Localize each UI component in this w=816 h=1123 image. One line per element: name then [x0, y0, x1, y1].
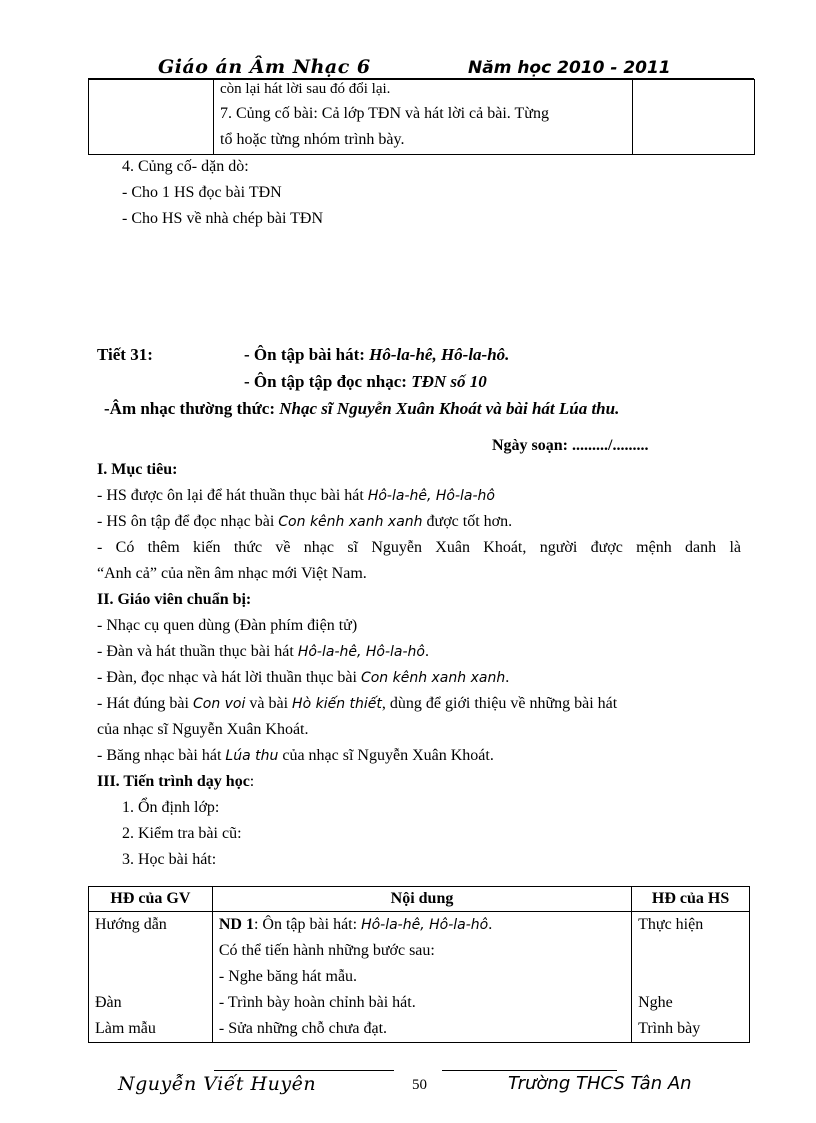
lesson-line-2-prefix: - Ôn tập tập đọc nhạc: — [244, 372, 412, 391]
lesson-line-2-title: TĐN số 10 — [411, 372, 487, 391]
continued-line-2: 7. Củng cố bài: Cả lớp TĐN và hát lời cả bài. Từng — [220, 105, 549, 122]
content-cell: Có thể tiến hành những bước sau: — [212, 938, 631, 964]
text-run: , dùng để giới thiệu về những bài hát — [381, 695, 618, 712]
song-title: Hô-la-hê, Hô-la-hô — [297, 644, 425, 660]
text-run: được tốt hơn. — [422, 513, 513, 530]
table-row — [89, 938, 750, 964]
text-run: : — [249, 773, 255, 790]
consolidation-item: - Cho 1 HS đọc bài TĐN — [122, 184, 282, 201]
content-cell: - Nghe băng hát mẫu. — [212, 964, 631, 990]
section-2-line — [97, 747, 494, 765]
text-run: - Hát đúng bài — [97, 695, 193, 712]
consolidation-item: - Cho HS về nhà chép bài TĐN — [122, 210, 323, 227]
text-run: . — [488, 916, 493, 933]
activity-table — [88, 886, 750, 1043]
text-run: . — [505, 669, 510, 686]
continued-table — [88, 79, 754, 154]
header-content: Nội dung — [212, 887, 631, 912]
lesson-label: Tiết 31: — [97, 345, 153, 364]
teacher-activity-cell: Đàn — [89, 990, 213, 1016]
content-cell: - Sửa những chỗ chưa đạt. — [212, 1016, 631, 1043]
song-title: Lúa thu — [225, 748, 279, 764]
continued-table-col-hs — [632, 79, 755, 155]
song-title: Hô-la-hê, Hô-la-hô — [367, 488, 495, 504]
page-number: 50 — [412, 1077, 427, 1093]
table-row — [89, 1016, 750, 1043]
lesson-line-3-title: Nhạc sĩ Nguyễn Xuân Khoát và bài hát Lúa thu. — [279, 399, 620, 418]
text-run: của nhạc sĩ Nguyễn Xuân Khoát. — [278, 747, 494, 764]
section-2-line — [97, 643, 429, 661]
song-title: Con kênh xanh xanh — [278, 514, 423, 530]
section-1-heading: I. Mục tiêu: — [97, 461, 178, 478]
content-label: ND 1 — [218, 916, 254, 933]
section-2-line — [97, 695, 617, 713]
footer-author: Nguyễn Viết Huyên — [118, 1073, 317, 1095]
teaching-step: 2. Kiểm tra bài cũ: — [122, 825, 242, 842]
header-teacher-activity: HĐ của GV — [89, 887, 213, 912]
song-title: Con voi — [192, 696, 246, 712]
text-run: - Đàn, đọc nhạc và hát lời thuần thục bài — [97, 669, 361, 686]
content-cell: - Trình bày hoàn chỉnh bài hát. — [212, 990, 631, 1016]
teacher-activity-cell — [89, 964, 213, 990]
text-run: : Ôn tập bài hát: — [253, 916, 362, 933]
lesson-line-1-prefix: - Ôn tập bài hát: — [244, 345, 370, 364]
student-activity-cell — [632, 964, 750, 990]
table-row — [89, 964, 750, 990]
footer-school: Trường THCS Tân An — [508, 1073, 692, 1094]
lesson-line-1 — [244, 345, 509, 365]
section-3-heading — [97, 773, 254, 791]
student-activity-cell: Thực hiện — [632, 912, 750, 939]
student-activity-cell: Nghe — [632, 990, 750, 1016]
section-2-line — [97, 669, 509, 687]
footer-divider-right — [442, 1070, 617, 1071]
lesson-line-3 — [104, 399, 619, 419]
content-cell — [212, 912, 631, 939]
section-2-line: - Nhạc cụ quen dùng (Đàn phím điện tử) — [97, 617, 358, 634]
text-run: - HS ôn tập để đọc nhạc bài — [97, 513, 279, 530]
teacher-activity-cell — [89, 938, 213, 964]
section-2-line: của nhạc sĩ Nguyễn Xuân Khoát. — [97, 721, 309, 738]
section-1-line — [97, 487, 495, 505]
table-row — [89, 912, 750, 939]
header-subject: Giáo án Âm Nhạc 6 — [158, 56, 371, 78]
teaching-step: 3. Học bài hát: — [122, 851, 217, 868]
song-title: Con kênh xanh xanh — [360, 670, 506, 686]
student-activity-cell — [632, 938, 750, 964]
lesson-line-2 — [244, 372, 487, 392]
section-3-heading-text: III. Tiến trình dạy học — [97, 773, 250, 790]
header-school-year: Năm học 2010 - 2011 — [468, 58, 671, 78]
song-title: Hò kiến thiết — [292, 696, 382, 712]
lesson-line-3-prefix: -Âm nhạc thường thức: — [104, 399, 280, 418]
table-row — [89, 990, 750, 1016]
text-run: và bài — [245, 695, 293, 712]
text-run: - Đàn và hát thuần thục bài hát — [97, 643, 298, 660]
section-2-heading: II. Giáo viên chuẩn bị: — [97, 591, 252, 608]
header-student-activity: HĐ của HS — [632, 887, 750, 912]
text-run: - HS được ôn lại để hát thuần thục bài hát — [97, 487, 368, 504]
section-1-line — [97, 513, 512, 531]
table-header-row — [89, 887, 750, 912]
consolidation-heading: 4. Củng cố- dặn dò: — [122, 158, 249, 175]
lesson-line-1-title: Hô-la-hê, Hô-la-hô. — [369, 345, 510, 364]
student-activity-cell: Trình bày — [632, 1016, 750, 1043]
continued-table-col-gv — [88, 79, 214, 155]
preparation-date: Ngày soạn: ........./......... — [492, 437, 649, 454]
text-run: . — [424, 643, 429, 660]
song-title: Hô-la-hê, Hô-la-hô — [361, 917, 489, 933]
teaching-step: 1. Ổn định lớp: — [122, 799, 220, 816]
teacher-activity-cell: Hướng dẫn — [89, 912, 213, 939]
continued-line-1: còn lại hát lời sau đó đổi lại. — [220, 81, 391, 97]
section-1-line: “Anh cả” của nền âm nhạc mới Việt Nam. — [97, 565, 367, 582]
continued-line-3: tổ hoặc từng nhóm trình bày. — [220, 131, 405, 148]
section-1-line: - Có thêm kiến thức về nhạc sĩ Nguyễn Xuân Khoát, người được mệnh danh là — [97, 539, 741, 556]
text-run: - Băng nhạc bài hát — [97, 747, 226, 764]
footer-divider-left — [214, 1070, 394, 1071]
teacher-activity-cell: Làm mẫu — [89, 1016, 213, 1043]
